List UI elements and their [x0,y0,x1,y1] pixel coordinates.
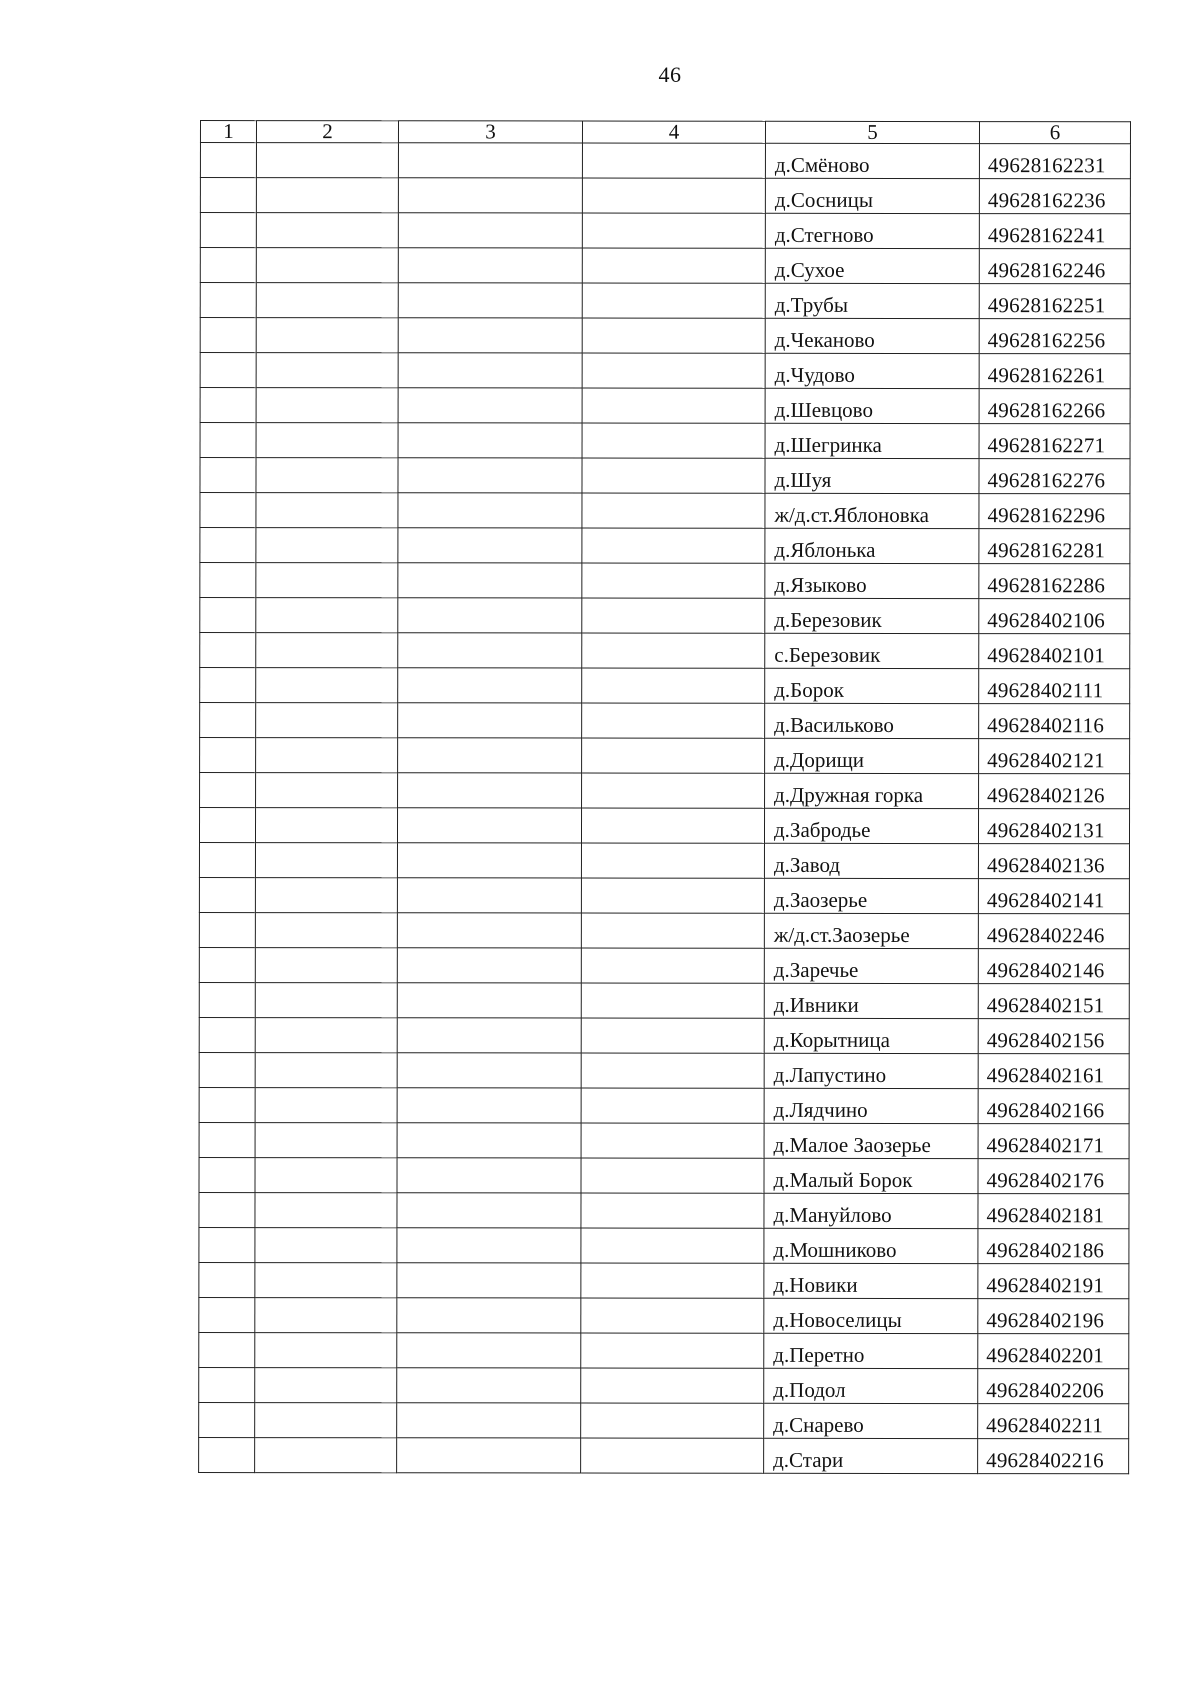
empty-cell-col-3 [397,1053,581,1088]
empty-cell-col-1 [200,388,256,423]
empty-cell-col-4 [581,1088,764,1123]
settlement-name-cell: д.Заречье [764,948,978,983]
empty-cell-col-2 [256,178,398,213]
empty-cell-col-3 [398,598,582,633]
oktmo-code-cell: 49628402216 [978,1439,1129,1474]
empty-cell-col-4 [582,633,765,668]
empty-cell-col-3 [398,388,582,423]
settlement-name-cell: д.Шевцово [765,388,979,423]
empty-cell-col-2 [255,1193,397,1228]
empty-cell-col-4 [581,1403,764,1438]
oktmo-code-cell: 49628162276 [979,459,1130,494]
empty-cell-col-4 [581,1333,764,1368]
empty-cell-col-3 [397,1438,581,1473]
empty-cell-col-2 [255,1053,397,1088]
empty-cell-col-4 [582,528,765,563]
settlement-name-cell: д.Лядчино [764,1088,978,1123]
settlement-name-cell: д.Языково [765,563,979,598]
empty-cell-col-4 [582,318,765,353]
table-row [199,1052,1129,1088]
empty-cell-col-3 [398,423,582,458]
empty-cell-col-2 [256,528,398,563]
table-row [199,947,1129,983]
empty-cell-col-3 [397,1403,581,1438]
settlement-name-cell: д.Борок [765,668,979,703]
page-number: 46 [658,62,682,87]
table-row [200,178,1130,214]
empty-cell-col-1 [199,1157,255,1192]
table-row [199,1367,1129,1403]
empty-cell-col-1 [199,1297,255,1332]
empty-cell-col-3 [398,318,582,353]
empty-cell-col-4 [581,1193,764,1228]
settlement-name-cell: д.Мошниково [764,1228,978,1263]
empty-cell-col-3 [397,1368,581,1403]
empty-cell-col-2 [256,738,398,773]
oktmo-code-cell: 49628402206 [978,1369,1129,1404]
table-row [200,703,1130,739]
empty-cell-col-2 [255,1228,397,1263]
empty-cell-col-4 [581,1368,764,1403]
table-row [200,563,1130,599]
oktmo-code-cell: 49628162296 [979,494,1130,529]
settlement-name-cell: ж/д.ст.Заозерье [764,913,978,948]
empty-cell-col-3 [398,458,582,493]
oktmo-code-cell: 49628402161 [978,1054,1129,1089]
oktmo-code-cell: 49628402176 [978,1159,1129,1194]
column-header-2: 2 [256,121,398,143]
empty-cell-col-1 [200,493,256,528]
empty-cell-col-2 [255,1298,397,1333]
empty-cell-col-1 [200,248,256,283]
empty-cell-col-4 [582,563,765,598]
table-row [199,982,1129,1018]
empty-cell-col-4 [582,353,765,388]
empty-cell-col-1 [200,283,256,318]
empty-cell-col-1 [199,1122,255,1157]
oktmo-code-cell: 49628162261 [979,354,1130,389]
empty-cell-col-3 [398,353,582,388]
settlements-table [198,120,1131,1474]
empty-cell-col-4 [581,808,764,843]
empty-cell-col-3 [398,178,582,213]
empty-cell-col-3 [398,773,582,808]
table-row [200,423,1130,459]
empty-cell-col-2 [255,1333,397,1368]
settlement-name-cell: д.Мануйлово [764,1193,978,1228]
empty-cell-col-3 [398,738,582,773]
column-header-6: 6 [979,122,1130,144]
oktmo-code-cell: 49628402111 [979,669,1130,704]
oktmo-code-cell: 49628402196 [978,1299,1129,1334]
empty-cell-col-2 [255,948,397,983]
empty-cell-col-3 [398,668,582,703]
empty-cell-col-1 [200,423,256,458]
empty-cell-col-1 [200,458,256,493]
settlement-name-cell: ж/д.ст.Яблоновка [765,493,979,528]
settlement-name-cell: д.Сухое [765,248,979,283]
table-row [199,1087,1129,1123]
oktmo-code-cell: 49628162236 [979,179,1130,214]
oktmo-code-cell: 49628162256 [979,319,1130,354]
empty-cell-col-4 [581,1018,764,1053]
empty-cell-col-1 [199,1052,255,1087]
empty-cell-col-1 [199,1437,255,1472]
settlement-name-cell: д.Забродье [764,808,978,843]
empty-cell-col-3 [397,1158,581,1193]
empty-cell-col-1 [199,1367,255,1402]
oktmo-code-cell: 49628402126 [979,774,1130,809]
empty-cell-col-1 [199,947,255,982]
oktmo-code-cell: 49628402201 [978,1334,1129,1369]
empty-cell-col-4 [582,388,765,423]
table-row [200,598,1130,634]
settlement-name-cell: д.Новики [764,1263,978,1298]
header-row [200,121,1130,144]
oktmo-code-cell: 49628402141 [978,879,1129,914]
settlement-name-cell: д.Яблонька [765,528,979,563]
empty-cell-col-2 [256,493,398,528]
empty-cell-col-3 [397,913,581,948]
empty-cell-col-3 [398,283,582,318]
table-row [199,1437,1129,1473]
settlement-name-cell: д.Перетно [764,1333,978,1368]
empty-cell-col-4 [582,773,765,808]
settlement-name-cell: д.Дорищи [765,738,979,773]
empty-cell-col-1 [199,912,255,947]
table-row [199,1262,1129,1298]
empty-cell-col-3 [397,1123,581,1158]
oktmo-code-cell: 49628402101 [979,634,1130,669]
empty-cell-col-3 [398,143,582,178]
empty-cell-col-1 [200,633,256,668]
table-row [199,1192,1129,1228]
table-row [199,1402,1129,1438]
empty-cell-col-4 [581,1158,764,1193]
empty-cell-col-4 [581,983,764,1018]
empty-cell-col-4 [581,1263,764,1298]
empty-cell-col-4 [581,1438,764,1473]
empty-cell-col-4 [582,423,765,458]
table-row [200,773,1130,809]
table-row [199,843,1129,879]
column-header-3: 3 [398,121,582,143]
empty-cell-col-3 [397,843,581,878]
settlement-name-cell: д.Дружная горка [765,773,979,808]
settlement-name-cell: д.Чудово [765,353,979,388]
empty-cell-col-3 [397,1263,581,1298]
empty-cell-col-4 [582,598,765,633]
empty-cell-col-1 [199,1017,255,1052]
table-row [200,248,1130,284]
empty-cell-col-4 [582,738,765,773]
settlement-name-cell: д.Снарево [764,1403,978,1438]
oktmo-code-cell: 49628162286 [979,564,1130,599]
empty-cell-col-2 [255,1018,397,1053]
oktmo-code-cell: 49628402106 [979,599,1130,634]
empty-cell-col-2 [255,878,397,913]
table-row [199,1297,1129,1333]
empty-cell-col-2 [256,248,398,283]
empty-cell-col-4 [581,1123,764,1158]
empty-cell-col-4 [582,283,765,318]
oktmo-code-cell: 49628402186 [978,1229,1129,1264]
oktmo-code-cell: 49628162251 [979,284,1130,319]
empty-cell-col-2 [255,1158,397,1193]
column-header-4: 4 [582,121,765,143]
oktmo-code-cell: 49628162241 [979,214,1130,249]
settlement-name-cell: д.Трубы [765,283,979,318]
table-row [200,738,1130,774]
oktmo-code-cell: 49628402246 [978,914,1129,949]
empty-cell-col-4 [582,213,765,248]
empty-cell-col-4 [581,1228,764,1263]
empty-cell-col-3 [397,808,581,843]
empty-cell-col-3 [397,948,581,983]
settlement-name-cell: д.Шуя [765,458,979,493]
settlement-name-cell: д.Васильково [765,703,979,738]
empty-cell-col-4 [581,1298,764,1333]
empty-cell-col-1 [200,773,256,808]
table-row [199,877,1129,913]
empty-cell-col-1 [199,808,255,843]
table-row [199,1332,1129,1368]
empty-cell-col-4 [581,948,764,983]
empty-cell-col-4 [582,178,765,213]
table-row [200,493,1130,529]
settlement-name-cell: д.Смёново [765,143,979,178]
empty-cell-col-1 [200,353,256,388]
empty-cell-col-3 [398,633,582,668]
empty-cell-col-2 [255,1368,397,1403]
column-header-1: 1 [200,121,256,143]
oktmo-code-cell: 49628402146 [978,949,1129,984]
empty-cell-col-3 [397,1018,581,1053]
oktmo-code-cell: 49628402121 [979,739,1130,774]
oktmo-code-cell: 49628402191 [978,1264,1129,1299]
table-header [200,121,1130,144]
oktmo-code-cell: 49628402151 [978,984,1129,1019]
oktmo-code-cell: 49628402181 [978,1194,1129,1229]
empty-cell-col-1 [200,738,256,773]
empty-cell-col-1 [199,877,255,912]
empty-cell-col-1 [199,1402,255,1437]
settlement-name-cell: д.Подол [764,1368,978,1403]
table-body [199,143,1131,1474]
table-row [200,458,1130,494]
empty-cell-col-1 [200,668,256,703]
table-row [200,353,1130,389]
settlement-name-cell: д.Сосницы [765,178,979,213]
column-header-5: 5 [765,121,979,143]
empty-cell-col-2 [256,668,398,703]
settlement-name-cell: с.Березовик [765,633,979,668]
oktmo-code-cell: 49628162231 [979,144,1130,179]
empty-cell-col-4 [582,668,765,703]
oktmo-code-cell: 49628162266 [979,389,1130,424]
empty-cell-col-2 [255,1438,397,1473]
settlement-name-cell: д.Новоселицы [764,1298,978,1333]
empty-cell-col-4 [581,1053,764,1088]
empty-cell-col-3 [398,528,582,563]
empty-cell-col-1 [200,143,256,178]
empty-cell-col-3 [397,1298,581,1333]
empty-cell-col-2 [256,353,398,388]
table-row [200,143,1130,179]
oktmo-code-cell: 49628162281 [979,529,1130,564]
empty-cell-col-1 [199,1227,255,1262]
empty-cell-col-3 [397,1228,581,1263]
empty-cell-col-3 [398,493,582,528]
empty-cell-col-3 [397,1333,581,1368]
empty-cell-col-1 [199,1192,255,1227]
empty-cell-col-2 [255,1403,397,1438]
empty-cell-col-4 [582,493,765,528]
empty-cell-col-3 [398,248,582,283]
empty-cell-col-1 [200,318,256,353]
table-row [199,1017,1129,1053]
empty-cell-col-4 [582,458,765,493]
empty-cell-col-3 [397,1193,581,1228]
settlement-name-cell: д.Чеканово [765,318,979,353]
oktmo-code-cell: 49628162246 [979,249,1130,284]
empty-cell-col-1 [200,213,256,248]
empty-cell-col-2 [255,843,397,878]
table-row [200,633,1130,669]
empty-cell-col-1 [200,178,256,213]
empty-cell-col-2 [255,1123,397,1158]
empty-cell-col-1 [200,528,256,563]
table-row [200,668,1130,704]
empty-cell-col-2 [256,318,398,353]
empty-cell-col-2 [256,598,398,633]
empty-cell-col-3 [397,878,581,913]
table-row [199,808,1129,844]
empty-cell-col-4 [581,913,764,948]
settlement-name-cell: д.Стегново [765,213,979,248]
table-row [200,388,1130,424]
empty-cell-col-2 [256,283,398,318]
empty-cell-col-1 [200,563,256,598]
settlement-name-cell: д.Малое Заозерье [764,1123,978,1158]
empty-cell-col-1 [199,843,255,878]
empty-cell-col-2 [256,388,398,423]
empty-cell-col-2 [256,423,398,458]
empty-cell-col-3 [398,213,582,248]
empty-cell-col-4 [582,248,765,283]
empty-cell-col-2 [256,773,398,808]
table-row [200,318,1130,354]
oktmo-code-cell: 49628402116 [979,704,1130,739]
empty-cell-col-1 [200,703,256,738]
empty-cell-col-4 [581,843,764,878]
empty-cell-col-2 [256,458,398,493]
table-row [200,213,1130,249]
empty-cell-col-2 [255,1263,397,1298]
settlement-name-cell: д.Шегринка [765,423,979,458]
empty-cell-col-1 [199,982,255,1017]
empty-cell-col-3 [398,703,582,738]
settlement-name-cell: д.Малый Борок [764,1158,978,1193]
oktmo-code-cell: 49628402171 [978,1124,1129,1159]
empty-cell-col-2 [255,808,397,843]
table-row [200,528,1130,564]
table-row [199,1157,1129,1193]
empty-cell-col-3 [397,1088,581,1123]
settlement-name-cell: д.Завод [764,843,978,878]
empty-cell-col-4 [582,143,765,178]
empty-cell-col-2 [255,1088,397,1123]
settlement-name-cell: д.Березовик [765,598,979,633]
oktmo-code-cell: 49628402131 [978,809,1129,844]
empty-cell-col-2 [256,703,398,738]
empty-cell-col-2 [256,213,398,248]
empty-cell-col-1 [199,1262,255,1297]
settlement-name-cell: д.Стари [764,1438,978,1473]
settlement-name-cell: д.Корытница [764,1018,978,1053]
empty-cell-col-2 [256,633,398,668]
oktmo-code-cell: 49628402136 [978,844,1129,879]
empty-cell-col-1 [199,1087,255,1122]
table-row [199,1122,1129,1158]
empty-cell-col-3 [398,563,582,598]
empty-cell-col-2 [256,563,398,598]
table-row [199,912,1129,948]
empty-cell-col-1 [200,598,256,633]
empty-cell-col-3 [397,983,581,1018]
settlement-name-cell: д.Заозерье [764,878,978,913]
empty-cell-col-2 [256,143,398,178]
table-row [199,1227,1129,1263]
table-row [200,283,1130,319]
settlement-name-cell: д.Лапустино [764,1053,978,1088]
oktmo-code-cell: 49628402156 [978,1019,1129,1054]
oktmo-code-cell: 49628162271 [979,424,1130,459]
oktmo-code-cell: 49628402211 [978,1404,1129,1439]
empty-cell-col-2 [255,983,397,1018]
settlement-name-cell: д.Ивники [764,983,978,1018]
empty-cell-col-4 [581,878,764,913]
empty-cell-col-4 [582,703,765,738]
oktmo-code-cell: 49628402166 [978,1089,1129,1124]
empty-cell-col-1 [199,1332,255,1367]
empty-cell-col-2 [255,913,397,948]
